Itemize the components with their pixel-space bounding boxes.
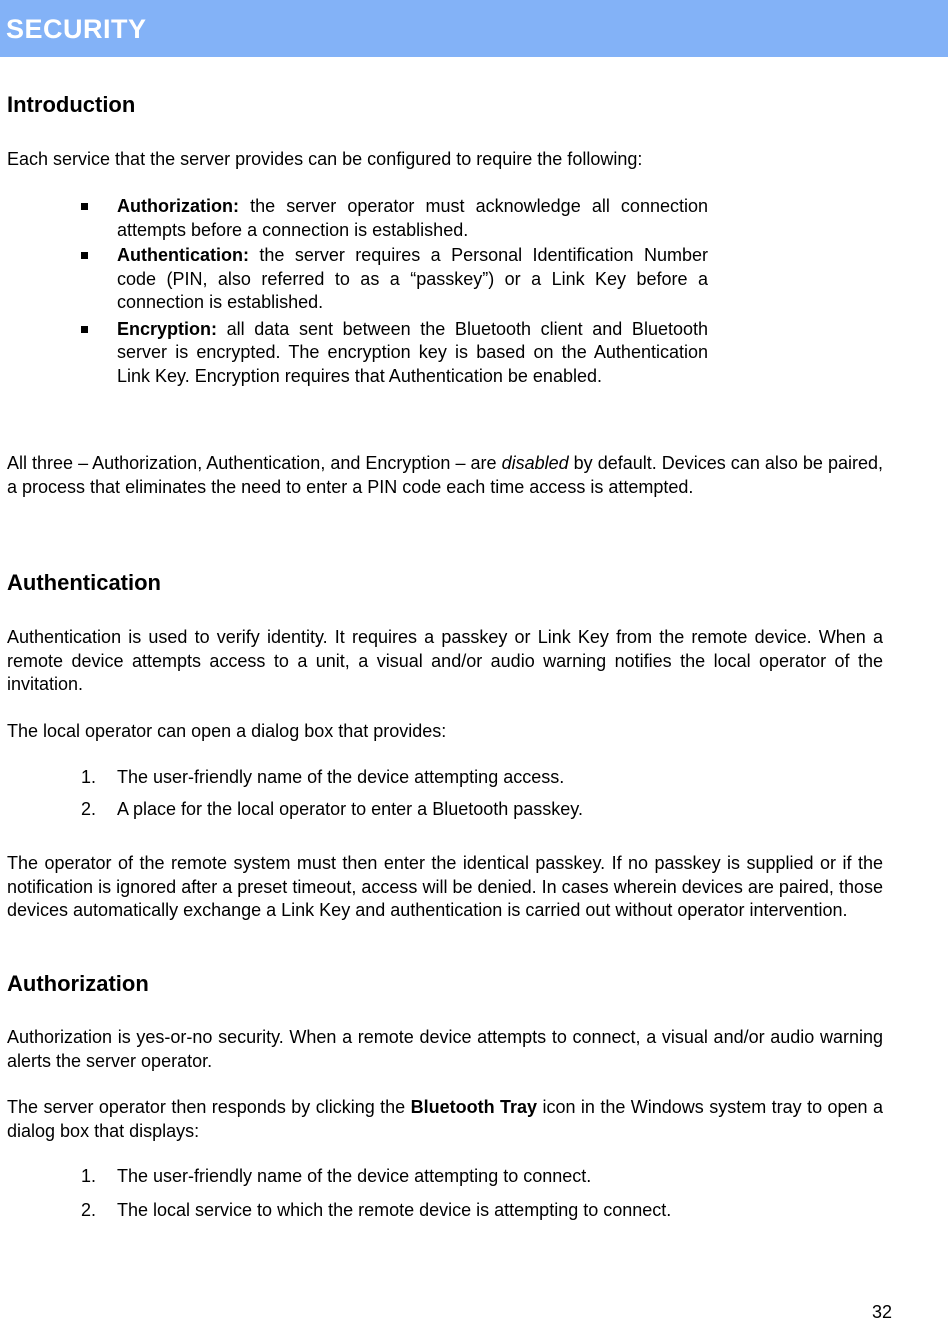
authentication-paragraph: The local operator can open a dialog box that provides: (7, 721, 447, 741)
summary-emphasis: disabled (501, 453, 569, 473)
list-item (79, 766, 708, 790)
square-bullet-icon (81, 326, 88, 333)
list-item (79, 1165, 708, 1189)
bullet-term: Authentication: (117, 245, 249, 265)
paragraph-text: The server operator then responds by clicking the (7, 1097, 411, 1117)
section-banner (0, 0, 948, 57)
intro-bullet-list (79, 195, 708, 388)
square-bullet-icon (81, 252, 88, 259)
bullet-text: the server operator must acknowledge all connection attempts before a connection is established. (117, 196, 708, 240)
intro-lead: Each service that the server provides can be configured to require the following: (7, 149, 643, 169)
list-item (79, 1199, 708, 1223)
authorization-heading: Authorization (7, 971, 149, 996)
bullet-text: all data sent between the Bluetooth client and Bluetooth server is encrypted. The encryption key is based on the Authentication Link Key. Encryption requires that Authentication be enabled. (117, 318, 708, 386)
list-item (79, 318, 708, 389)
list-item (79, 244, 708, 315)
page-number: 32 (872, 1302, 893, 1322)
authentication-paragraph: The operator of the remote system must then enter the identical passkey. If no passkey is supplied or if the notification is ignored after a preset timeout, access will be denied. In cases wherein devices are paired, those devices automatically exchange a Link Key and authentication is carried out without operator intervention. (7, 853, 883, 920)
bullet-text: the server requires a Personal Identification Number code (PIN, also referred to as a “passkey”) or a Link Key before a connection is established. (117, 245, 708, 312)
summary-text: by default. Devices can also be paired, a process that eliminates the need to enter a PIN code each time access is attempted. (7, 453, 883, 497)
list-item-text: The local service to which the remote device is attempting to connect. (117, 1199, 672, 1220)
list-number: 1. (81, 767, 97, 787)
authentication-numbered-list (79, 766, 708, 821)
summary-text: All three – Authorization, Authentication, and Encryption – are (7, 453, 502, 473)
intro-heading: Introduction (7, 92, 136, 117)
list-number: 2. (81, 798, 97, 819)
paragraph-text: icon in the Windows system tray to open a dialog box that displays: (7, 1097, 883, 1141)
bullet-term: Authorization: (117, 196, 239, 216)
bluetooth-tray-label: Bluetooth Tray (410, 1097, 538, 1117)
authorization-paragraph (7, 1096, 883, 1143)
section-title: SECURITY (6, 14, 147, 44)
list-item (79, 195, 708, 242)
bullet-term: Encryption: (117, 318, 218, 339)
list-item-text: The user-friendly name of the device attempting access. (117, 767, 565, 787)
list-number: 2. (81, 1199, 97, 1220)
list-item-text: A place for the local operator to enter a Bluetooth passkey. (117, 798, 583, 819)
list-number: 1. (81, 1166, 97, 1186)
authentication-heading: Authentication (7, 570, 161, 595)
list-item (79, 798, 708, 822)
authorization-paragraph: Authorization is yes-or-no security. When a remote device attempts to connect, a visual and/or audio warning alerts the server operator. (7, 1027, 883, 1071)
list-item-text: The user-friendly name of the device attempting to connect. (117, 1166, 592, 1186)
authorization-numbered-list (79, 1165, 708, 1222)
square-bullet-icon (81, 203, 88, 210)
intro-summary (7, 452, 883, 499)
authentication-paragraph: Authentication is used to verify identity. It requires a passkey or Link Key from the remote device. When a remote device attempts access to a unit, a visual and/or audio warning notifies the local operator of the invitation. (7, 627, 883, 694)
